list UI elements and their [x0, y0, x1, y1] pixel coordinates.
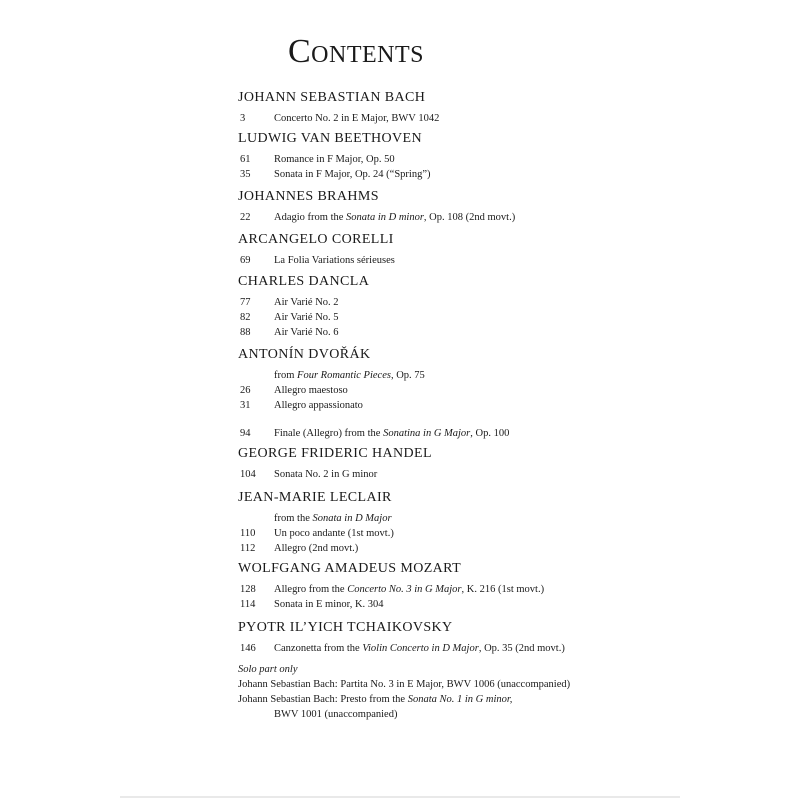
work-entry — [238, 152, 422, 167]
solo-entry-continuation: BWV 1001 (unaccompanied) — [274, 709, 398, 720]
page-number: 104 — [240, 469, 256, 480]
work-entry — [238, 383, 371, 398]
composer-name: JOHANNES BRAHMS — [238, 189, 379, 204]
page-number: 94 — [240, 428, 251, 439]
page-number: 61 — [240, 154, 251, 165]
solo-entry: Johann Sebastian Bach: Presto from the Sonata No. 1 in G minor, — [238, 694, 513, 705]
composer-name: JEAN-MARIE LECLAIR — [238, 490, 392, 505]
page-number: 82 — [240, 312, 251, 323]
work-entry — [238, 325, 369, 340]
page-number: 3 — [240, 113, 246, 124]
composer-name: CHARLES DANCLA — [238, 274, 370, 289]
work-entry — [238, 511, 392, 526]
work-entry — [238, 541, 392, 556]
work-title: Air Varié No. 2 — [274, 297, 339, 308]
work-entry — [238, 426, 510, 441]
composer-section-handel — [238, 446, 432, 482]
page-number: 88 — [240, 327, 251, 338]
composer-name: JOHANN SEBASTIAN BACH — [238, 90, 426, 105]
composer-section-mozart — [238, 561, 545, 612]
page-number: 146 — [240, 643, 256, 654]
work-entry — [238, 253, 394, 268]
page-number: 35 — [240, 169, 251, 180]
work-title: La Folia Variations sérieuses — [274, 255, 395, 266]
work-title: Sonata in E minor, K. 304 — [274, 599, 384, 610]
work-entry — [238, 368, 425, 383]
composer-name: ANTONÍN DVOŘÁK — [238, 347, 371, 362]
solo-entry: Johann Sebastian Bach: Partita No. 3 in E Major, BWV 1006 (unaccompanied) — [238, 679, 571, 690]
work-title: from Four Romantic Pieces, Op. 75 — [274, 370, 425, 381]
composer-section-beethoven — [238, 131, 431, 182]
composer-section-corelli — [238, 232, 394, 268]
composer-section-dancla — [238, 274, 369, 340]
composer-section-brahms — [238, 189, 516, 225]
composer-name: LUDWIG VAN BEETHOVEN — [238, 131, 423, 146]
page-number: 26 — [240, 385, 251, 396]
work-entry — [238, 641, 565, 656]
work-title: Allegro from the Concerto No. 3 in G Major, K. 216 (1st movt.) — [274, 584, 545, 595]
work-title: Air Varié No. 5 — [274, 312, 339, 323]
page-number: 128 — [240, 584, 256, 595]
work-entry — [238, 398, 371, 413]
work-title: Allegro (2nd movt.) — [274, 543, 359, 554]
work-entry — [238, 295, 369, 310]
work-title: Air Varié No. 6 — [274, 327, 339, 338]
composer-section-leclair — [238, 490, 392, 556]
work-title: Canzonetta from the Violin Concerto in D Major, Op. 35 (2nd movt.) — [274, 643, 565, 654]
work-title: Concerto No. 2 in E Major, BWV 1042 — [274, 113, 440, 124]
composer-name: GEORGE FRIDERIC HANDEL — [238, 446, 432, 461]
work-title: Finale (Allegro) from the Sonatina in G Major, Op. 100 — [274, 428, 510, 439]
work-title: Adagio from the Sonata in D minor, Op. 108 (2nd movt.) — [274, 212, 516, 223]
work-title: Sonata No. 2 in G minor — [274, 469, 378, 480]
composer-name: WOLFGANG AMADEUS MOZART — [238, 561, 462, 576]
work-title: Allegro maestoso — [274, 385, 348, 396]
composer-section-tchaikovsky — [238, 620, 565, 656]
work-entry — [238, 582, 545, 597]
work-title: Sonata in F Major, Op. 24 (“Spring”) — [274, 169, 431, 180]
work-title: from the Sonata in D Major — [274, 513, 392, 524]
composer-name: ARCANGELO CORELLI — [238, 232, 394, 247]
page-title: Contents — [288, 33, 425, 70]
work-title: Allegro appassionato — [274, 400, 363, 411]
work-entry — [238, 111, 440, 126]
work-entry — [238, 310, 369, 325]
page-number: 110 — [240, 528, 256, 539]
work-entry — [238, 210, 516, 225]
page-number: 22 — [240, 212, 251, 223]
page-number: 112 — [240, 543, 256, 554]
work-title: Un poco andante (1st movt.) — [274, 528, 394, 539]
work-entry — [238, 467, 432, 482]
composer-section-dvorak — [238, 347, 510, 441]
work-title: Romance in F Major, Op. 50 — [274, 154, 395, 165]
page-edge-shadow — [120, 796, 680, 798]
composer-name: PYOTR IL’YICH TCHAIKOVSKY — [238, 620, 453, 635]
page-number: 31 — [240, 400, 251, 411]
work-entry — [238, 597, 461, 612]
work-entry — [238, 167, 431, 182]
solo-heading: Solo part only — [238, 664, 298, 675]
page-number: 69 — [240, 255, 251, 266]
page-number: 114 — [240, 599, 256, 610]
work-entry — [238, 526, 392, 541]
solo-part-section — [238, 662, 570, 722]
composer-section-bach — [238, 90, 440, 126]
page-number: 77 — [240, 297, 251, 308]
